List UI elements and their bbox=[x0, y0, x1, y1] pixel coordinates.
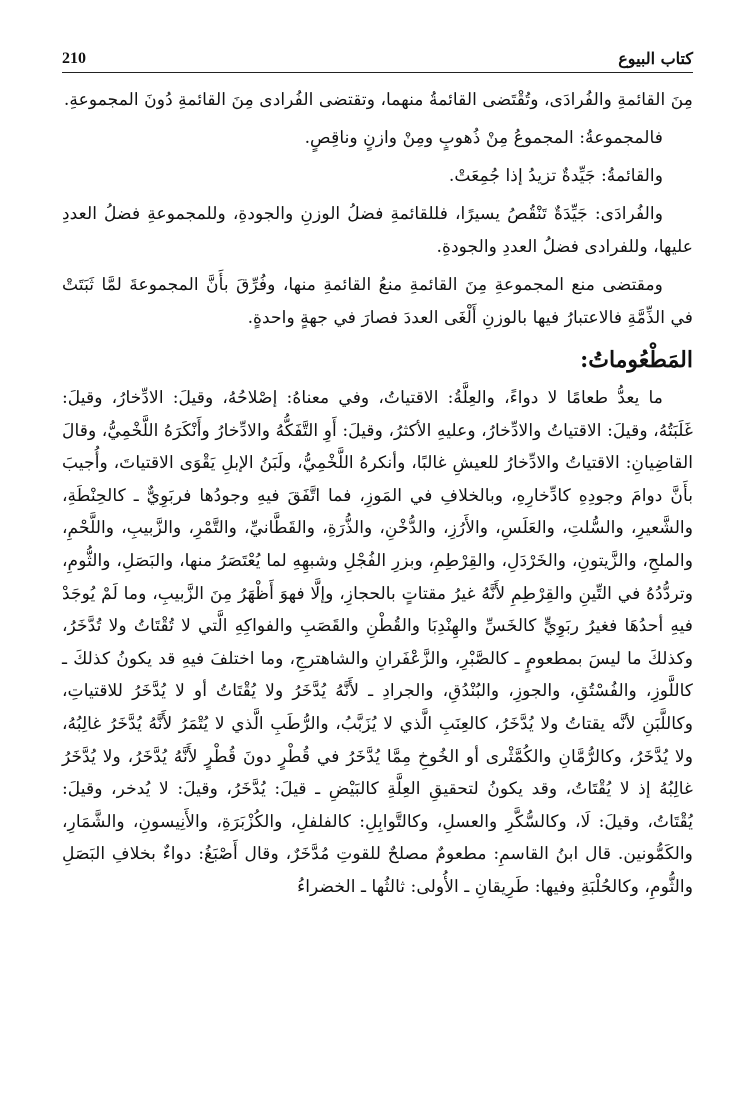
page-header bbox=[62, 40, 693, 73]
paragraph-qaima: والقائمةُ: جَيِّدةٌ تزيدُ إذا جُمِعَتْ. bbox=[448, 166, 663, 186]
book-title: كتاب البيوع bbox=[618, 49, 693, 68]
paragraph-muqtada: ومقتضى منع المجموعةِ مِنَ القائمةِ منعُ القائمةِ منها، وفُرِّقَ بأَنَّ المجموعةَ لمَّا ثَبَتَتْ في الذِّمَّةِ فالاعتبارُ فيها بالوزنِ أَلْغَى العددَ فصارَ في جهةٍ واحدةٍ. bbox=[62, 275, 693, 328]
paragraph-furada: والفُرادَى: جَيِّدَةٌ تَنْقُصُ يسيرًا، فللقائمةِ فضلُ الوزنِ والجودةِ، وللمجموعةِ فضلُ العددِ عليها، وللفرادى فضلُ العددِ والجودةِ. bbox=[62, 204, 693, 257]
page-body bbox=[62, 84, 693, 909]
paragraph-matumat: ما يعدُّ طعامًا لا دواءً، والعِلَّةُ: الاقتياتُ، وفي معناهُ: إصْلاحُهُ، وقيلَ: الادِّخارُ، وقيلَ: غَلَبَتُهُ، وقيلَ: الاقتياتُ والادِّخارُ، وعليهِ الأكثرُ، وقيلَ: أَوِ التَّفَكُّهُ والادِّخارُ وأَنْكَرَهُ اللَّخْمِيُّ، وقالَ القاضِيانِ: الاقتياتُ والادِّخارُ للعيشِ غالبًا، وأنكرهُ اللَّخْمِيُّ، ولَبَنُ الإبلِ يَقْوَى الاقتياتَ، وأُجيبَ بأَنَّ دوامَ وجودِهِ كادِّخارِهِ، وبالخلافِ في المَوزِ، فما اتَّفَقَ فيهِ وجودُها فربَوِيٌّ ـ كالحِنْطَةِ، والشَّعيرِ، والسُّلتِ، والعَلَسِ، والأَرُزِ، والدُّخْنِ، والذُّرَةِ، والقَطَّانيِّ، والتَّمْرِ، والزَّبيبِ، واللَّحْمِ، والملحِ، والزَّيتونِ، والخَرْدَلِ، والقِرْطِمِ، وبزرِ الفُجْلِ وشبهِهِ لما يُعْتَصَرُ منها، والبَصَلِ، والثُّومِ، وتردُّدُهُ في التِّينِ والقِرْطِمِ لأَنَّهُ غيرُ مقتاتٍ بالحجازِ، وإلَّا فهوَ أَظْهَرُ مِنَ الزَّبيبِ، وما لَمْ يُوجَدْ فيهِ أحدُهَا فغيرُ ربَوِيٍّ كالخَسِّ والهِنْدِبَا والقُطْنِ والقَصَبِ والفواكِهِ الَّتي لا تُقْتَاتُ ولا تُدَّخَرُ، وكذلكَ ما ليسَ بمطعومٍ ـ كالصَّبْرِ، والزَّعْفَرانِ والشاهترجِ، وما اختلفَ فيهِ قد يكونُ كذلكَ ـ كاللَّوزِ، والفُسْتُقِ، والجوزِ، والبُنْدُقِ، والجرادِ ـ لأَنَّهُ يُدَّخَرُ ولا يُقْتَاتُ أو لا يُدَّخَرُ للاقتياتِ، وكاللَّبَنِ لأنَّه يقتاتُ ولا يُدَّخَرُ، كالعِنَبِ الَّذي لا يُزَبَّبُ، والرُّطَبِ الَّذي لا يُتْمَرُ لأَنَّهُ يُدَّخَرُ غالِبُهُ، ولا يُدَّخَرُ، وكالرُّمَّانِ والكُمَّثْرى أو الخُوخِ مِمَّا يُدَّخَرُ في قُطْرٍ دونَ قُطْرٍ لأَنَّهُ يُدَّخَرُ، ولا يُدَّخَرُ غالِبُهُ إذ لا يُقْتَاتُ، وقد يكونُ لتحقيقِ العِلَّةِ كالبَيْضِ ـ قيلَ: يُدَّخَرُ، وقيلَ: لا يُدخر، وقيلَ: يُقْتَاتُ، وقيلَ: لَا، وكالسُّكَّرِ والعسلِ، وكالتَّوابِلِ: كالفلفلِ، والكُزْبَرَةِ، والأَنِيسونِ، والشَّمَارِ، والكَمُّونين. قال ابنُ القاسمِ: مطعومٌ مصلحٌ للقوتِ مُدَّخَرٌ، وقال أَصْبَغُ: دواءٌ بخلافِ البَصَلِ والثُّومِ، وكالحُلْبَةِ وفيها: طَرِيقانِ ـ الأُولى: ثالثُها ـ الخضراءُ bbox=[62, 388, 693, 897]
page-number: 210 bbox=[62, 50, 86, 67]
paragraph-majmua: فالمجموعةُ: المجموعُ مِنْ ذُهوبٍ ومِنْ وازنٍ وناقِصٍ. bbox=[304, 128, 663, 148]
paragraph-continuation: مِنَ القائمةِ والفُرادَى، وتُقْتَضى القائمةُ منهما، وتقتضى الفُرادى مِنَ القائمةِ دُونَ المجموعةِ. bbox=[63, 90, 693, 110]
section-heading: المَطْعُوماتُ: bbox=[580, 347, 693, 373]
